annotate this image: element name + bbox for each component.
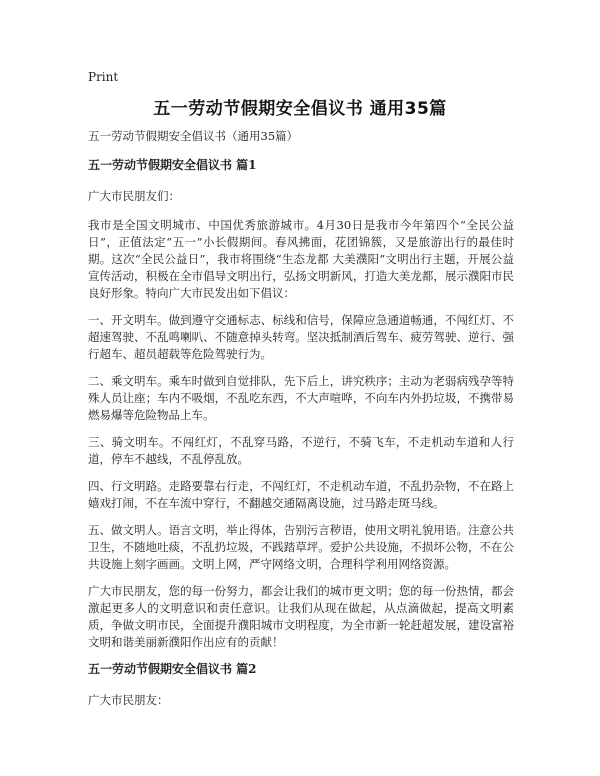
paragraph-behavior: 五、做文明人。语言文明，举止得体，告别污言秽语，使用文明礼貌用语。注意公共卫生，不随地吐痰，不乱扔垃圾，不践踏草坪。爱护公共设施，不损坏公物，不在公共设施上刻字画画。文明上网，严守网络文明，合理科学利用网络资源。 xyxy=(88,523,514,571)
section-heading-2: 五一劳动节假期安全倡议书 篇2 xyxy=(88,662,257,676)
paragraph-walk: 四、行文明路。走路要靠右行走，不闯红灯，不走机动车道，不乱扔杂物，不在路上嬉戏打闹，不在车流中穿行，不翻越交通隔离设施，过马路走斑马线。 xyxy=(88,479,514,510)
document-subtitle: 五一劳动节假期安全倡议书（通用35篇） xyxy=(88,129,299,143)
print-link[interactable]: Print xyxy=(88,70,119,84)
paragraph-drive: 一、开文明车。做到遵守交通标志、标线和信号，保障应急通道畅通，不闯红灯、不超速驾驶、不乱鸣喇叭、不随意掉头转弯。坚决抵制酒后驾车、疲劳驾驶、逆行、强行超车、超员超载等危险驾驶行为。 xyxy=(88,313,514,361)
paragraph-ride: 二、乘文明车。乘车时做到自觉排队，先下后上，讲究秩序；主动为老弱病残孕等特殊人员让座；车内不吸烟，不乱吃东西，不大声喧哗，不向车内外扔垃圾，不携带易燃易爆等危险物品上车。 xyxy=(88,374,514,422)
document-body xyxy=(88,128,514,721)
greeting-2: 广大市民朋友： xyxy=(88,693,169,707)
section-heading-1: 五一劳动节假期安全倡议书 篇1 xyxy=(88,158,257,172)
greeting-1: 广大市民朋友们： xyxy=(88,189,180,203)
paragraph-closing: 广大市民朋友，您的每一份努力，都会让我们的城市更文明；您的每一份热情，都会激起更多人的文明意识和责任意识。让我们从现在做起，从点滴做起，提高文明素质，争做文明市民，全面提升濮阳城市文明程度，为全市新一轮赶超发展，建设富裕文明和谐美丽新濮阳作出应有的贡献！ xyxy=(88,584,514,649)
document-title: 五一劳动节假期安全倡议书 通用35篇 xyxy=(153,99,447,119)
paragraph-intro: 我市是全国文明城市、中国优秀旅游城市。4月30日是我市今年第四个“全民公益日”，正值法定“五一”小长假期间。春风拂面，花团锦簇，又是旅游出行的最佳时期。这次“全民公益日”，我市将围绕“生态龙都 大美濮阳”文明出行主题，开展公益宣传活动，积极在全市倡导文明出行，弘扬文明新风，打造大美龙都，展示濮阳市民良好形象。特向广大市民发出如下倡议： xyxy=(88,218,514,300)
paragraph-cycle: 三、骑文明车。不闯红灯，不乱穿马路，不逆行，不骑飞车，不走机动车道和人行道，停车不越线，不乱停乱放。 xyxy=(88,435,514,466)
